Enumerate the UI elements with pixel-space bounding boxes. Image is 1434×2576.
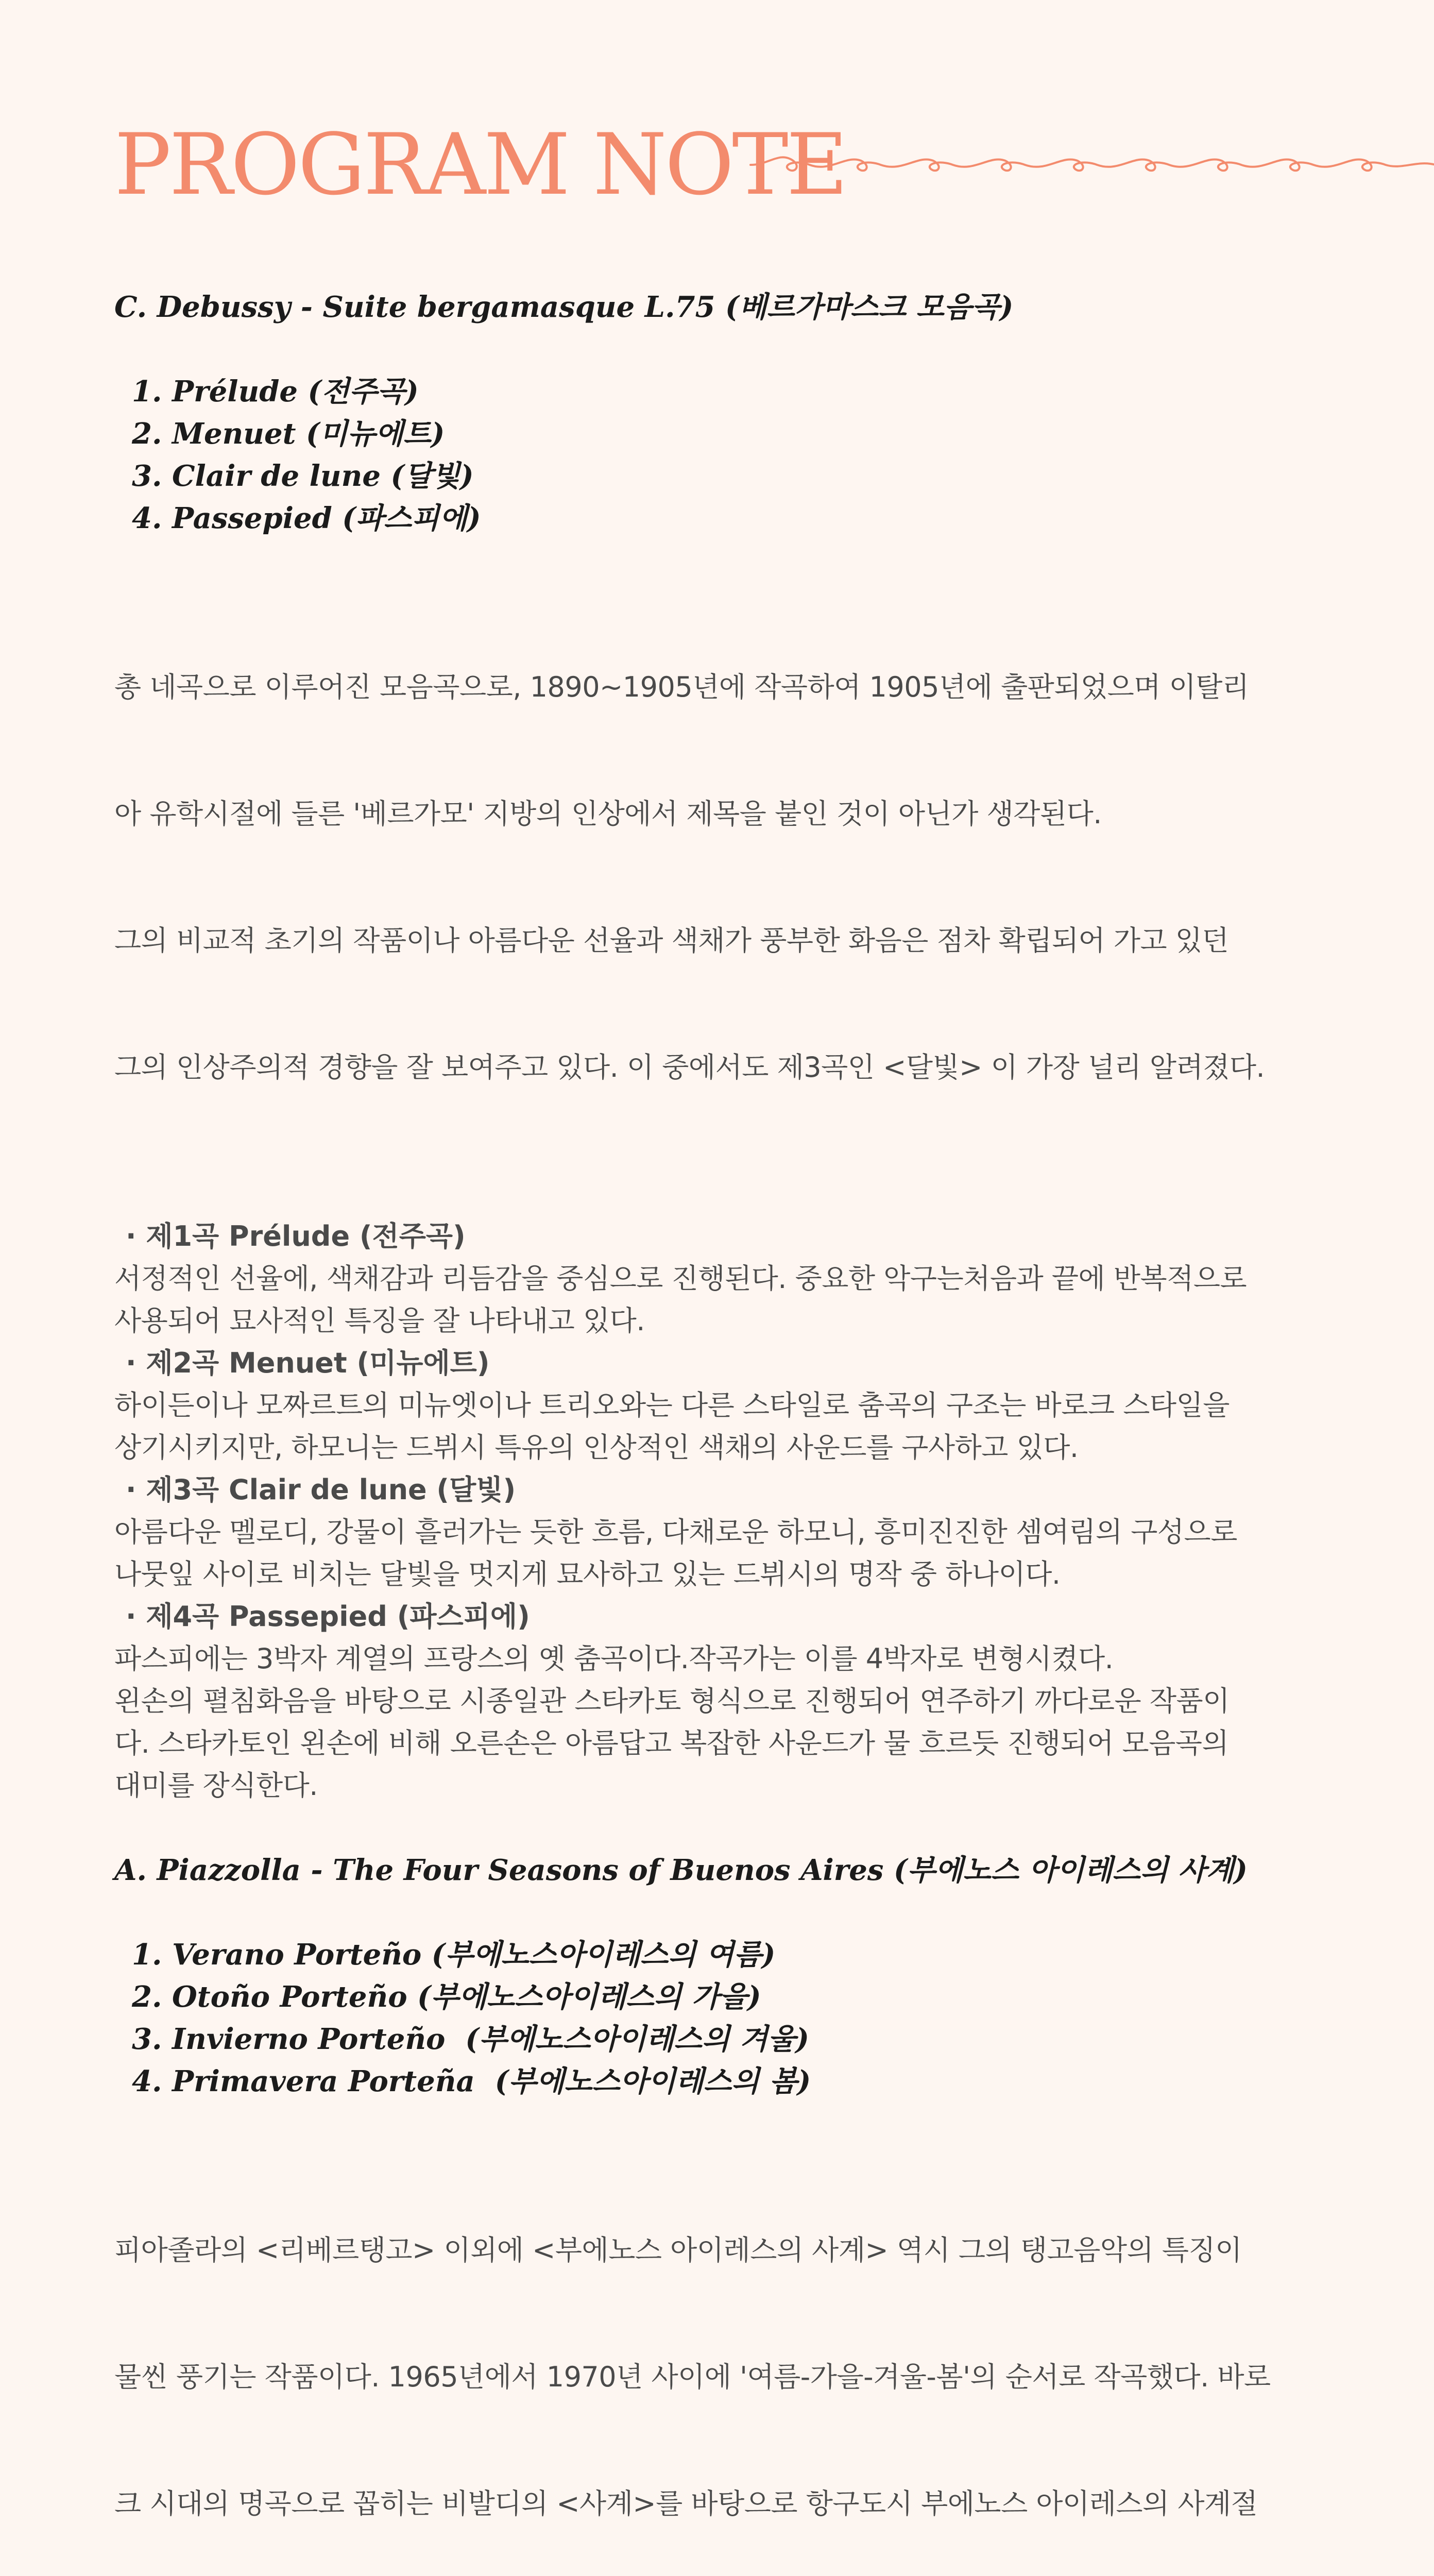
paragraph-line: 다. 스타카토인 왼손에 비해 오른손은 아름답고 복잡한 사운드가 물 흐르듯 진행되어 모음곡의 bbox=[114, 1727, 1229, 1759]
section-divider bbox=[114, 1807, 1361, 1849]
paragraph-line: 사용되어 묘사적인 특징을 잘 나타내고 있다. bbox=[114, 1304, 645, 1337]
paragraph-line: 피아졸라의 <리베르탱고> 이외에 <부에노스 아이레스의 사계> 역시 그의 탱고음악의 특징이 bbox=[114, 2234, 1242, 2266]
page-title: PROGRAM NOTE bbox=[114, 115, 846, 214]
header bbox=[114, 108, 1434, 214]
paragraph-line: 물씬 풍기는 작품이다. 1965년에서 1970년 사이에 '여름-가을-겨울-봄'의 순서로 작곡했다. 바로 bbox=[114, 2361, 1271, 2393]
paragraph-line: 상기시키지만, 하모니는 드뷔시 특유의 인상적인 색채의 사운드를 구사하고 있다. bbox=[114, 1431, 1079, 1464]
paragraph-line: 총 네곡으로 이루어진 모음곡으로, 1890~1905년에 작곡하여 1905년에 출판되었으며 이탈리 bbox=[114, 671, 1249, 703]
debussy-intro bbox=[114, 582, 1361, 1173]
debussy-movement-notes bbox=[114, 1215, 1361, 1807]
piazzolla-movement-list bbox=[114, 1934, 1361, 2103]
note-heading-menuet: · 제2곡 Menuet (미뉴에트) bbox=[126, 1347, 490, 1379]
movement-item: 4. Primavera Porteña (부에노스아이레스의 봄) bbox=[132, 2064, 811, 2098]
note-heading-passepied: · 제4곡 Passepied (파스피에) bbox=[126, 1600, 530, 1633]
paragraph-line: 그의 비교적 초기의 작품이나 아름다운 선율과 색채가 풍부한 화음은 점차 확립되어 가고 있던 bbox=[114, 924, 1229, 957]
program-content bbox=[114, 286, 1361, 2576]
note-body-menuet bbox=[114, 1384, 1361, 1469]
paragraph-line: 그의 인상주의적 경향을 잘 보여주고 있다. 이 중에서도 제3곡인 <달빛> 이 가장 널리 알려졌다. bbox=[114, 1051, 1265, 1083]
movement-item: 4. Passepied (파스피에) bbox=[132, 501, 481, 535]
paragraph-line: 왼손의 펼침화음을 바탕으로 시종일관 스타카토 형식으로 진행되어 연주하기 까다로운 작품이 bbox=[114, 1685, 1230, 1717]
paragraph-line: 파스피에는 3박자 계열의 프랑스의 옛 춤곡이다.작곡가는 이를 4박자로 변형시켰다. bbox=[114, 1642, 1114, 1675]
piazzolla-intro bbox=[114, 2145, 1361, 2576]
movement-item: 1. Prélude (전주곡) bbox=[132, 375, 419, 409]
note-heading-prelude: · 제1곡 Prélude (전주곡) bbox=[126, 1220, 466, 1252]
note-body-prelude bbox=[114, 1258, 1361, 1342]
movement-item: 1. Verano Porteño (부에노스아이레스의 여름) bbox=[132, 1938, 776, 1972]
debussy-movement-list bbox=[114, 370, 1361, 539]
piazzolla-title: A. Piazzolla - The Four Seasons of Buenos Aires (부에노스 아이레스의 사계) bbox=[114, 1853, 1248, 1887]
piazzolla-section bbox=[114, 1849, 1361, 2576]
paragraph-line: 아름다운 멜로디, 강물이 흘러가는 듯한 흐름, 다채로운 하모니, 흥미진진한 셈여림의 구성으로 bbox=[114, 1516, 1237, 1548]
paragraph-line: 나뭇잎 사이로 비치는 달빛을 멋지게 묘사하고 있는 드뷔시의 명작 중 하나이다. bbox=[114, 1558, 1061, 1590]
movement-item: 3. Clair de lune (달빛) bbox=[132, 459, 474, 493]
note-heading-clair-de-lune: · 제3곡 Clair de lune (달빛) bbox=[126, 1473, 516, 1506]
note-body-passepied bbox=[114, 1638, 1361, 1807]
paragraph-line: 크 시대의 명곡으로 꼽히는 비발디의 <사계>를 바탕으로 항구도시 부에노스 아이레스의 사계절 bbox=[114, 2487, 1258, 2520]
movement-item: 2. Otoño Porteño (부에노스아이레스의 가을) bbox=[132, 1980, 761, 2014]
decorative-flourish-icon bbox=[748, 144, 1434, 185]
note-body-clair-de-lune bbox=[114, 1511, 1361, 1596]
debussy-title: C. Debussy - Suite bergamasque L.75 (베르가마스크 모음곡) bbox=[114, 290, 1014, 324]
paragraph-line: 서정적인 선율에, 색채감과 리듬감을 중심으로 진행된다. 중요한 악구는처음과 끝에 반복적으로 bbox=[114, 1262, 1247, 1295]
paragraph-line: 하이든이나 모짜르트의 미뉴엣이나 트리오와는 다른 스타일로 춤곡의 구조는 바로크 스타일을 bbox=[114, 1389, 1230, 1421]
paragraph-line: 아 유학시절에 들른 '베르가모' 지방의 인상에서 제목을 붙인 것이 아닌가 생각된다. bbox=[114, 798, 1102, 830]
movement-item: 3. Invierno Porteño (부에노스아이레스의 겨울) bbox=[132, 2022, 809, 2056]
movement-item: 2. Menuet (미뉴에트) bbox=[132, 417, 445, 451]
debussy-section bbox=[114, 286, 1361, 1807]
paragraph-line: 대미를 장식한다. bbox=[114, 1769, 318, 1802]
